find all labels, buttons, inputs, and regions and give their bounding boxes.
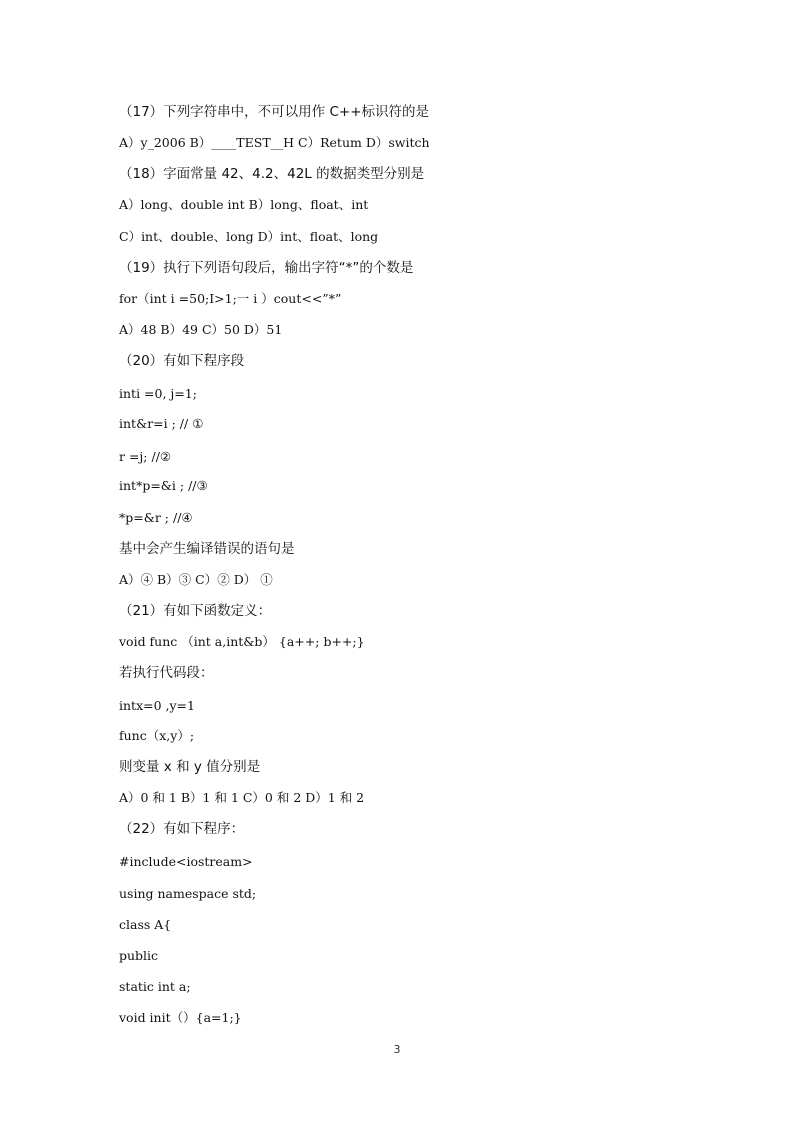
question-20: （20）有如下程序段 bbox=[119, 353, 245, 369]
options-19: A）48 B）49 C）50 D）51 bbox=[119, 322, 283, 337]
code-line: intx=0 ,y=1 bbox=[119, 698, 195, 713]
options-21: A）0 和 1 B）1 和 1 C）0 和 2 D）1 和 2 bbox=[119, 790, 365, 805]
options-20: A）④ B）③ C）② D） ① bbox=[119, 572, 273, 587]
code-line: *p=&r ; //④ bbox=[119, 510, 193, 525]
question-17: （17）下列字符串中，不可以用作 C++标识符的是 bbox=[119, 104, 430, 120]
code-line: #include<iostream> bbox=[119, 854, 253, 869]
page-number: 3 bbox=[393, 1043, 401, 1056]
question-21-prompt: 若执行代码段： bbox=[119, 665, 214, 681]
code-line: int&r=i ; // ① bbox=[119, 416, 204, 431]
options-18-cd: C）int、double、long D）int、float、long bbox=[119, 229, 379, 244]
code-line: void func （int a,int&b） {a++; b++;} bbox=[119, 634, 365, 649]
question-21: （21）有如下函数定义： bbox=[119, 603, 272, 619]
question-22: （22）有如下程序： bbox=[119, 821, 245, 837]
question-20-prompt: 基中会产生编译错误的语句是 bbox=[119, 541, 295, 557]
options-17: A）y_2006 B）____TEST__H C）Retum D）switch bbox=[119, 135, 430, 150]
code-line: public bbox=[119, 948, 159, 963]
code-line: static int a; bbox=[119, 979, 191, 994]
code-line: for（int i =50;I>1;一 i ）cout<<”*” bbox=[119, 291, 342, 306]
code-line: inti =0, j=1; bbox=[119, 386, 197, 401]
code-line: int*p=&i ; //③ bbox=[119, 478, 208, 493]
question-18: （18）字面常量 42、4.2、42L 的数据类型分别是 bbox=[119, 166, 425, 182]
code-line: using namespace std; bbox=[119, 886, 257, 901]
question-21-ask: 则变量 x 和 y 值分别是 bbox=[119, 759, 261, 775]
code-line: class A{ bbox=[119, 917, 172, 932]
code-line: void init（）{a=1;} bbox=[119, 1010, 242, 1025]
question-19: （19）执行下列语句段后，输出字符“*”的个数是 bbox=[119, 260, 414, 276]
code-line: func（x,y）; bbox=[119, 728, 195, 743]
options-18-ab: A）long、double int B）long、float、int bbox=[119, 197, 369, 212]
code-line: r =j; //② bbox=[119, 449, 172, 464]
